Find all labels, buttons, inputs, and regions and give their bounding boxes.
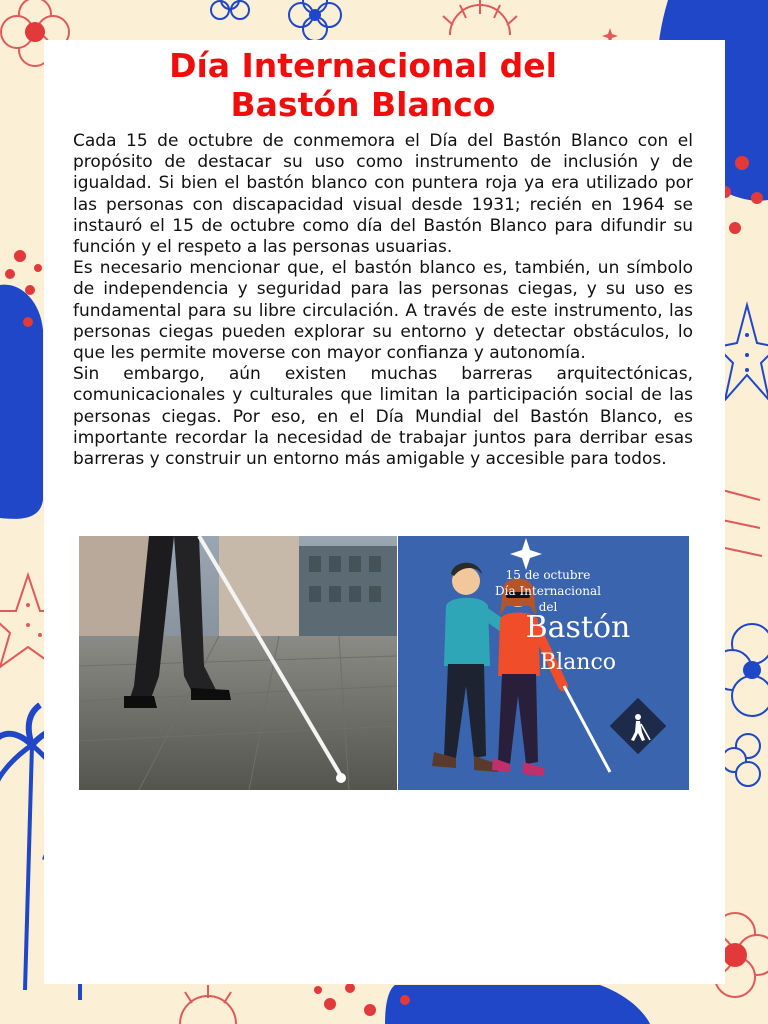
poster-connector: del: [538, 600, 558, 614]
paragraph: Es necesario mencionar que, el bastón blanco es, también, un símbolo de independencia y seguridad para las personas ciegas, y su uso es fundamental para su libre circulación. A través de este instrumento, las personas ciegas pueden explorar su entorno y detectar obstáculos, lo que les permite moverse con mayor confianza y autonomía.: [73, 258, 693, 364]
poster-subtitle: Día Internacional: [495, 584, 601, 598]
blue-blob-bottom: [385, 985, 650, 1024]
flower-icon: [289, 0, 341, 41]
title-line-2: Bastón Blanco: [230, 85, 496, 124]
flower-icon: [722, 734, 760, 786]
poster-date: 15 de octubre: [505, 568, 591, 582]
title-line-1: Día Internacional del: [169, 46, 557, 85]
poster-title-baston: Bastón: [525, 610, 631, 645]
sun-icon: [180, 985, 236, 1024]
page-title: [44, 46, 682, 124]
cane-walking-photo: [79, 536, 397, 790]
flower-icon: [211, 0, 249, 19]
stripes: [722, 490, 762, 556]
poster-title-blanco: Blanco: [539, 650, 617, 675]
sun-icon: [443, 0, 517, 35]
article-body: [73, 131, 693, 470]
blue-blob-left: [0, 285, 43, 519]
paragraph: Sin embargo, aún existen muchas barreras arquitectónicas, comunicacionales y culturales que limitan la participación social de las personas ciegas. Por eso, en el Día Mundial del Bastón Blanco, es importante recordar la necesidad de trabajar juntos para derribar esas barreras y construir un entorno más amigable y accesible para todos.: [73, 364, 693, 470]
paragraph: Cada 15 de octubre de conmemora el Día del Bastón Blanco con el propósito de destacar su uso como instrumento de inclusión y de igualdad. Si bien el bastón blanco con puntera roja ya era utilizado por las personas con discapacidad visual desde 1931; recién en 1964 se instauró el 15 de octubre como día del Bastón Blanco para difundir su función y el respeto a las personas usuarias.: [73, 131, 693, 258]
awareness-poster: [398, 536, 689, 790]
